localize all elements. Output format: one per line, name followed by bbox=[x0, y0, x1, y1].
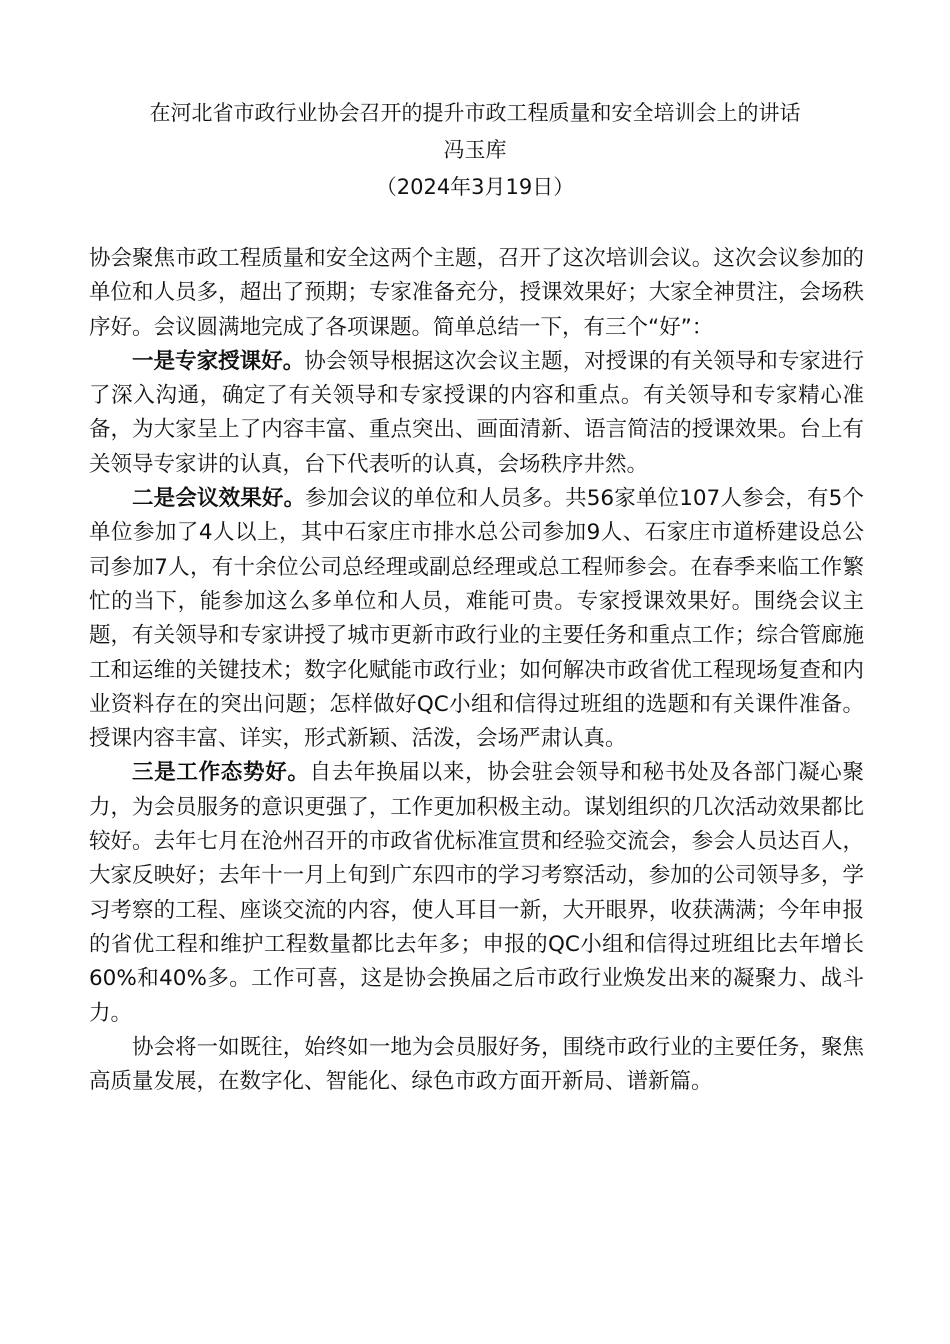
point-paragraph-2 bbox=[89, 482, 864, 756]
intro-paragraph: 协会聚焦市政工程质量和安全这两个主题，召开了这次培训会议。这次会议参加的单位和人员多，超出了预期；专家准备充分，授课效果好；大家全神贯注，会场秩序好。会议圆满地完成了各项课题。简单总结一下，有三个“好”： bbox=[89, 246, 864, 340]
closing-paragraph: 协会将一如既往，始终如一地为会员服好务，围绕市政行业的主要任务，聚焦高质量发展，在数字化、智能化、绿色市政方面开新局、谱新篇。 bbox=[89, 1034, 864, 1095]
point-lead-2: 二是会议效果好。 bbox=[132, 486, 306, 512]
speech-body bbox=[89, 242, 864, 1099]
point-paragraph-1 bbox=[89, 345, 864, 482]
point-text-2: 参加会议的单位和人员多。共56家单位107人参会，有5个单位参加了4人以上，其中石家庄市排水总公司参加9人、石家庄市道桥建设总公司参加7人，有十余位公司总经理或副总经理或总工程师参会。在春季来临工作繁忙的当下，能参加这么多单位和人员，难能可贵。专家授课效果好。围绕会议主题，有关领导和专家讲授了城市更新市政行业的主要任务和重点工作；综合管廊施工和运维的关键技术；数字化赋能市政行业；如何解决市政省优工程现场复查和内业资料存在的突出问题；怎样做好QC小组和信得过班组的选题和有关课件准备。授课内容丰富、详实，形式新颖、活泼，会场严肃认真。 bbox=[89, 486, 864, 752]
point-text-3: 自去年换届以来，协会驻会领导和秘书处及各部门凝心聚力，为会员服务的意识更强了，工作更加积极主动。谋划组织的几次活动效果都比较好。去年七月在沧州召开的市政省优标准宣贯和经验交流会，参会人员达百人，大家反映好；去年十一月上旬到广东四市的学习考察活动，参加的公司领导多，学习考察的工程、座谈交流的内容，使人耳目一新，大开眼界，收获满满；今年申报的省优工程和维护工程数量都比去年多；申报的QC小组和信得过班组比去年增长60%和40%多。工作可喜，这是协会换届之后市政行业焕发出来的凝聚力、战斗力。 bbox=[89, 760, 864, 1026]
point-text-1: 协会领导根据这次会议主题，对授课的有关领导和专家进行了深入沟通，确定了有关领导和专家授课的内容和重点。有关领导和专家精心准备，为大家呈上了内容丰富、重点突出、画面清新、语言简洁的授课效果。台上有关领导专家讲的认真，台下代表听的认真，会场秩序井然。 bbox=[89, 348, 864, 477]
speaker-name: 冯玉库 bbox=[443, 138, 507, 162]
point-paragraph-3 bbox=[89, 756, 864, 1030]
point-lead-1: 一是专家授课好。 bbox=[132, 348, 305, 374]
speech-title: 在河北省市政行业协会召开的提升市政工程质量和安全培训会上的讲话 bbox=[149, 101, 801, 125]
point-lead-3: 三是工作态势好。 bbox=[132, 760, 310, 786]
speech-date: （2024年3月19日） bbox=[375, 175, 575, 199]
